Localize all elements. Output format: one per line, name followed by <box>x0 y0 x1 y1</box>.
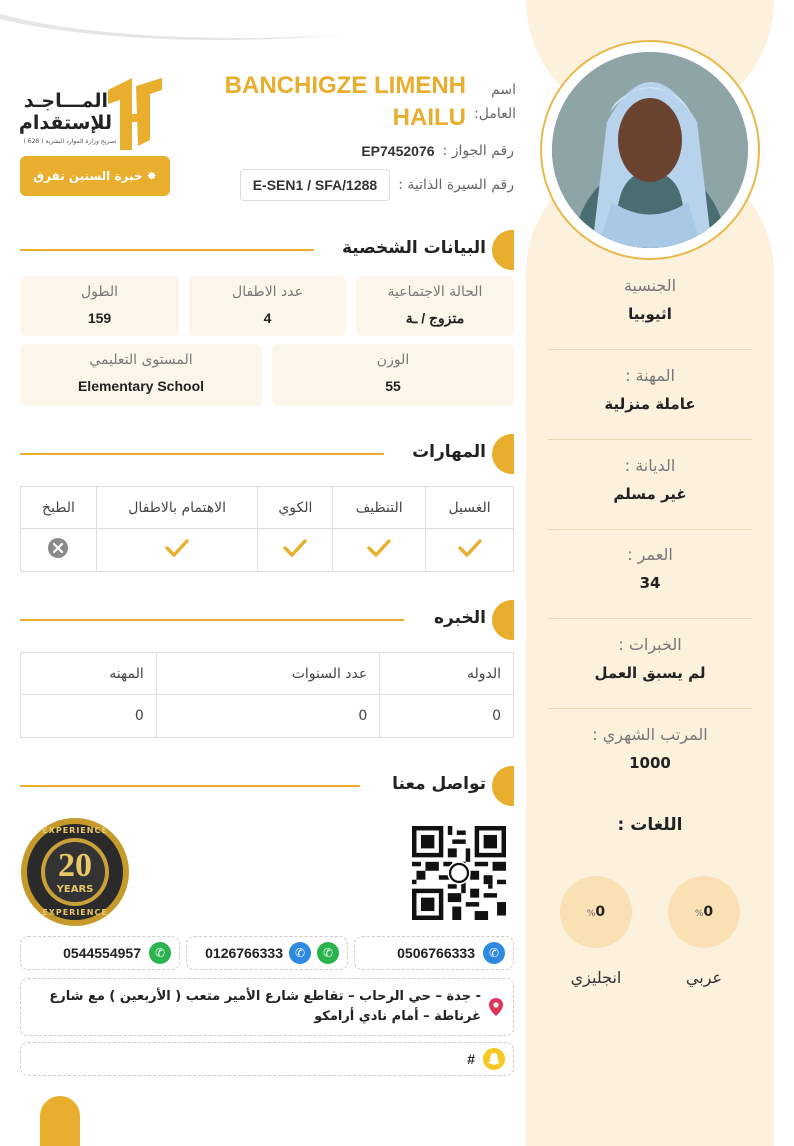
salary-value: 1000 <box>629 754 671 772</box>
location-pin-icon <box>489 998 503 1016</box>
skill-name: الغسيل <box>426 487 514 529</box>
religion-field <box>548 456 752 503</box>
address-box <box>20 978 514 1036</box>
salary-field <box>548 725 752 772</box>
language-name-arabic: عربي <box>685 968 723 987</box>
skills-section-title: المهارات <box>412 442 486 462</box>
company-name: المـــاجـد للإستقدام <box>18 90 112 134</box>
seal-ring-text-top: EXPERIENCE <box>42 826 108 835</box>
section-rule <box>20 785 360 787</box>
check-icon <box>458 538 482 558</box>
experience-table <box>20 652 514 738</box>
check-icon <box>283 538 307 558</box>
phone-icon: ✆ <box>289 942 311 964</box>
section-rule <box>20 453 384 455</box>
company-slogan: خبرة السنين تفرق <box>33 169 143 183</box>
experience-cell: 0 <box>21 695 157 738</box>
language-level-arabic <box>668 876 740 948</box>
photo-frame <box>540 40 760 260</box>
salary-label: المرتب الشهري : <box>592 725 708 744</box>
experience-field <box>548 635 752 682</box>
marital-label: الحالة الاجتماعية <box>387 284 483 300</box>
whatsapp-icon: ✆ <box>149 942 171 964</box>
check-icon <box>367 538 391 558</box>
skills-header-row <box>21 487 514 529</box>
weight-label: الوزن <box>376 352 410 368</box>
education-value: Elementary School <box>77 378 205 394</box>
sparkle-icon: ✸ <box>146 169 157 183</box>
experience-years-badge <box>20 817 130 927</box>
percent-sign: % <box>586 909 596 919</box>
whatsapp-icon: ✆ <box>317 942 339 964</box>
percent-sign: % <box>694 909 704 919</box>
language-level-value: 0 <box>595 904 606 920</box>
divider <box>548 529 752 530</box>
skills-table <box>20 486 514 572</box>
sidebar <box>526 0 774 1146</box>
age-label: العمر : <box>627 545 673 564</box>
experience-header: عدد السنوات <box>156 653 380 695</box>
nationality-field <box>548 276 752 323</box>
divider <box>548 708 752 709</box>
bottom-decoration <box>40 1096 80 1146</box>
age-field <box>548 545 752 592</box>
languages-title: اللغات : <box>617 815 683 835</box>
experience-header: الدوله <box>380 653 514 695</box>
phone-box-1[interactable] <box>354 936 514 970</box>
experience-header: المهنه <box>21 653 157 695</box>
check-icon <box>165 538 189 558</box>
experience-row <box>21 695 514 738</box>
nationality-label: الجنسية <box>623 276 677 295</box>
skills-section-heading <box>20 434 514 474</box>
section-tab <box>492 230 514 270</box>
experience-header-row <box>21 653 514 695</box>
religion-label: الديانة : <box>624 456 676 475</box>
education-card <box>20 344 262 406</box>
section-rule <box>20 619 404 621</box>
education-label: المستوى التعليمي <box>89 352 193 368</box>
company-logo <box>20 72 172 152</box>
profession-label: المهنة : <box>625 366 675 385</box>
language-name-english: انجليزي <box>570 968 622 987</box>
weight-value: 55 <box>385 378 401 394</box>
children-value: 4 <box>263 310 272 326</box>
children-card <box>189 276 346 336</box>
experience-section-title: الخبره <box>433 608 486 628</box>
skills-status-row <box>21 529 514 572</box>
snapchat-handle[interactable]: # <box>467 1051 475 1067</box>
passport-value: EP7452076 <box>361 143 435 159</box>
marital-card <box>356 276 514 336</box>
skill-status <box>333 529 426 572</box>
skill-name: الاهتمام بالاطفال <box>96 487 258 529</box>
marital-value: متزوج / ـة <box>405 310 465 326</box>
nationality-value: اثيوبيا <box>628 305 672 323</box>
divider <box>548 349 752 350</box>
experience-label: الخبرات : <box>618 635 682 654</box>
address-text: - جدة – حي الرحاب – تقاطع شارع الأمير متعب ( الأربعين ) مع شارع غرناطة – أمام نادي أرامكو <box>49 989 481 1024</box>
skill-status <box>21 529 97 572</box>
snapchat-icon <box>483 1048 505 1070</box>
phone-number[interactable]: 0506766333 <box>397 945 475 961</box>
skill-status <box>96 529 258 572</box>
cv-label: رقم السيرة الذاتية : <box>398 177 514 193</box>
experience-section-heading <box>20 600 514 640</box>
seal-ring-text-bottom: EXPERIENCE <box>42 908 108 917</box>
seal-number: 20 <box>58 847 92 884</box>
contact-section-heading <box>20 766 514 806</box>
section-rule <box>20 249 314 251</box>
passport-row <box>361 136 514 166</box>
skill-name: الكوي <box>258 487 333 529</box>
section-tab <box>492 600 514 640</box>
profession-value: عاملة منزلية <box>604 395 696 413</box>
section-tab <box>492 766 514 806</box>
cv-value: E-SEN1 / SFA/1288 <box>240 169 391 201</box>
cv-row <box>240 170 514 200</box>
passport-label: رقم الجواز : <box>442 143 514 159</box>
children-label: عدد الاطفال <box>232 284 303 300</box>
qr-code-icon[interactable] <box>412 826 506 920</box>
phone-number[interactable]: 0544554957 <box>63 945 141 961</box>
age-value: 34 <box>639 574 661 592</box>
company-slogan-badge <box>20 156 170 196</box>
worker-name-label: اسم العامل: <box>474 82 516 122</box>
experience-value: لم يسبق العمل <box>594 664 706 682</box>
height-label: الطول <box>80 284 119 300</box>
profession-field <box>548 366 752 413</box>
language-level-english <box>560 876 632 948</box>
language-level-value: 0 <box>703 904 714 920</box>
company-license: تصريح وزارة الموارد البشرية ( 628 ) <box>23 138 117 145</box>
personal-section-title: البيانات الشخصية <box>341 238 486 258</box>
phone-icon: ✆ <box>483 942 505 964</box>
religion-value: غير مسلم <box>613 485 687 503</box>
skill-status <box>258 529 333 572</box>
section-tab <box>492 434 514 474</box>
skill-name: الطبخ <box>21 487 97 529</box>
height-value: 159 <box>87 310 112 326</box>
divider <box>548 618 752 619</box>
cross-circle-icon <box>47 537 69 559</box>
height-card <box>20 276 179 336</box>
worker-photo <box>552 52 748 248</box>
phone-number[interactable]: 0126766333 <box>205 945 283 961</box>
skill-name: التنظيف <box>333 487 426 529</box>
seal-years: YEARS <box>56 884 94 895</box>
divider <box>548 439 752 440</box>
phone-box-3[interactable] <box>20 936 180 970</box>
phone-box-2[interactable] <box>186 936 348 970</box>
contact-section-title: تواصل معنا <box>392 774 486 794</box>
worker-name: BANCHIGZE LIMENH HAILU <box>224 72 466 131</box>
skill-status <box>426 529 514 572</box>
experience-cell: 0 <box>380 695 514 738</box>
personal-section-heading <box>20 230 514 270</box>
weight-card <box>272 344 514 406</box>
snapchat-box[interactable] <box>20 1042 514 1076</box>
experience-cell: 0 <box>156 695 380 738</box>
